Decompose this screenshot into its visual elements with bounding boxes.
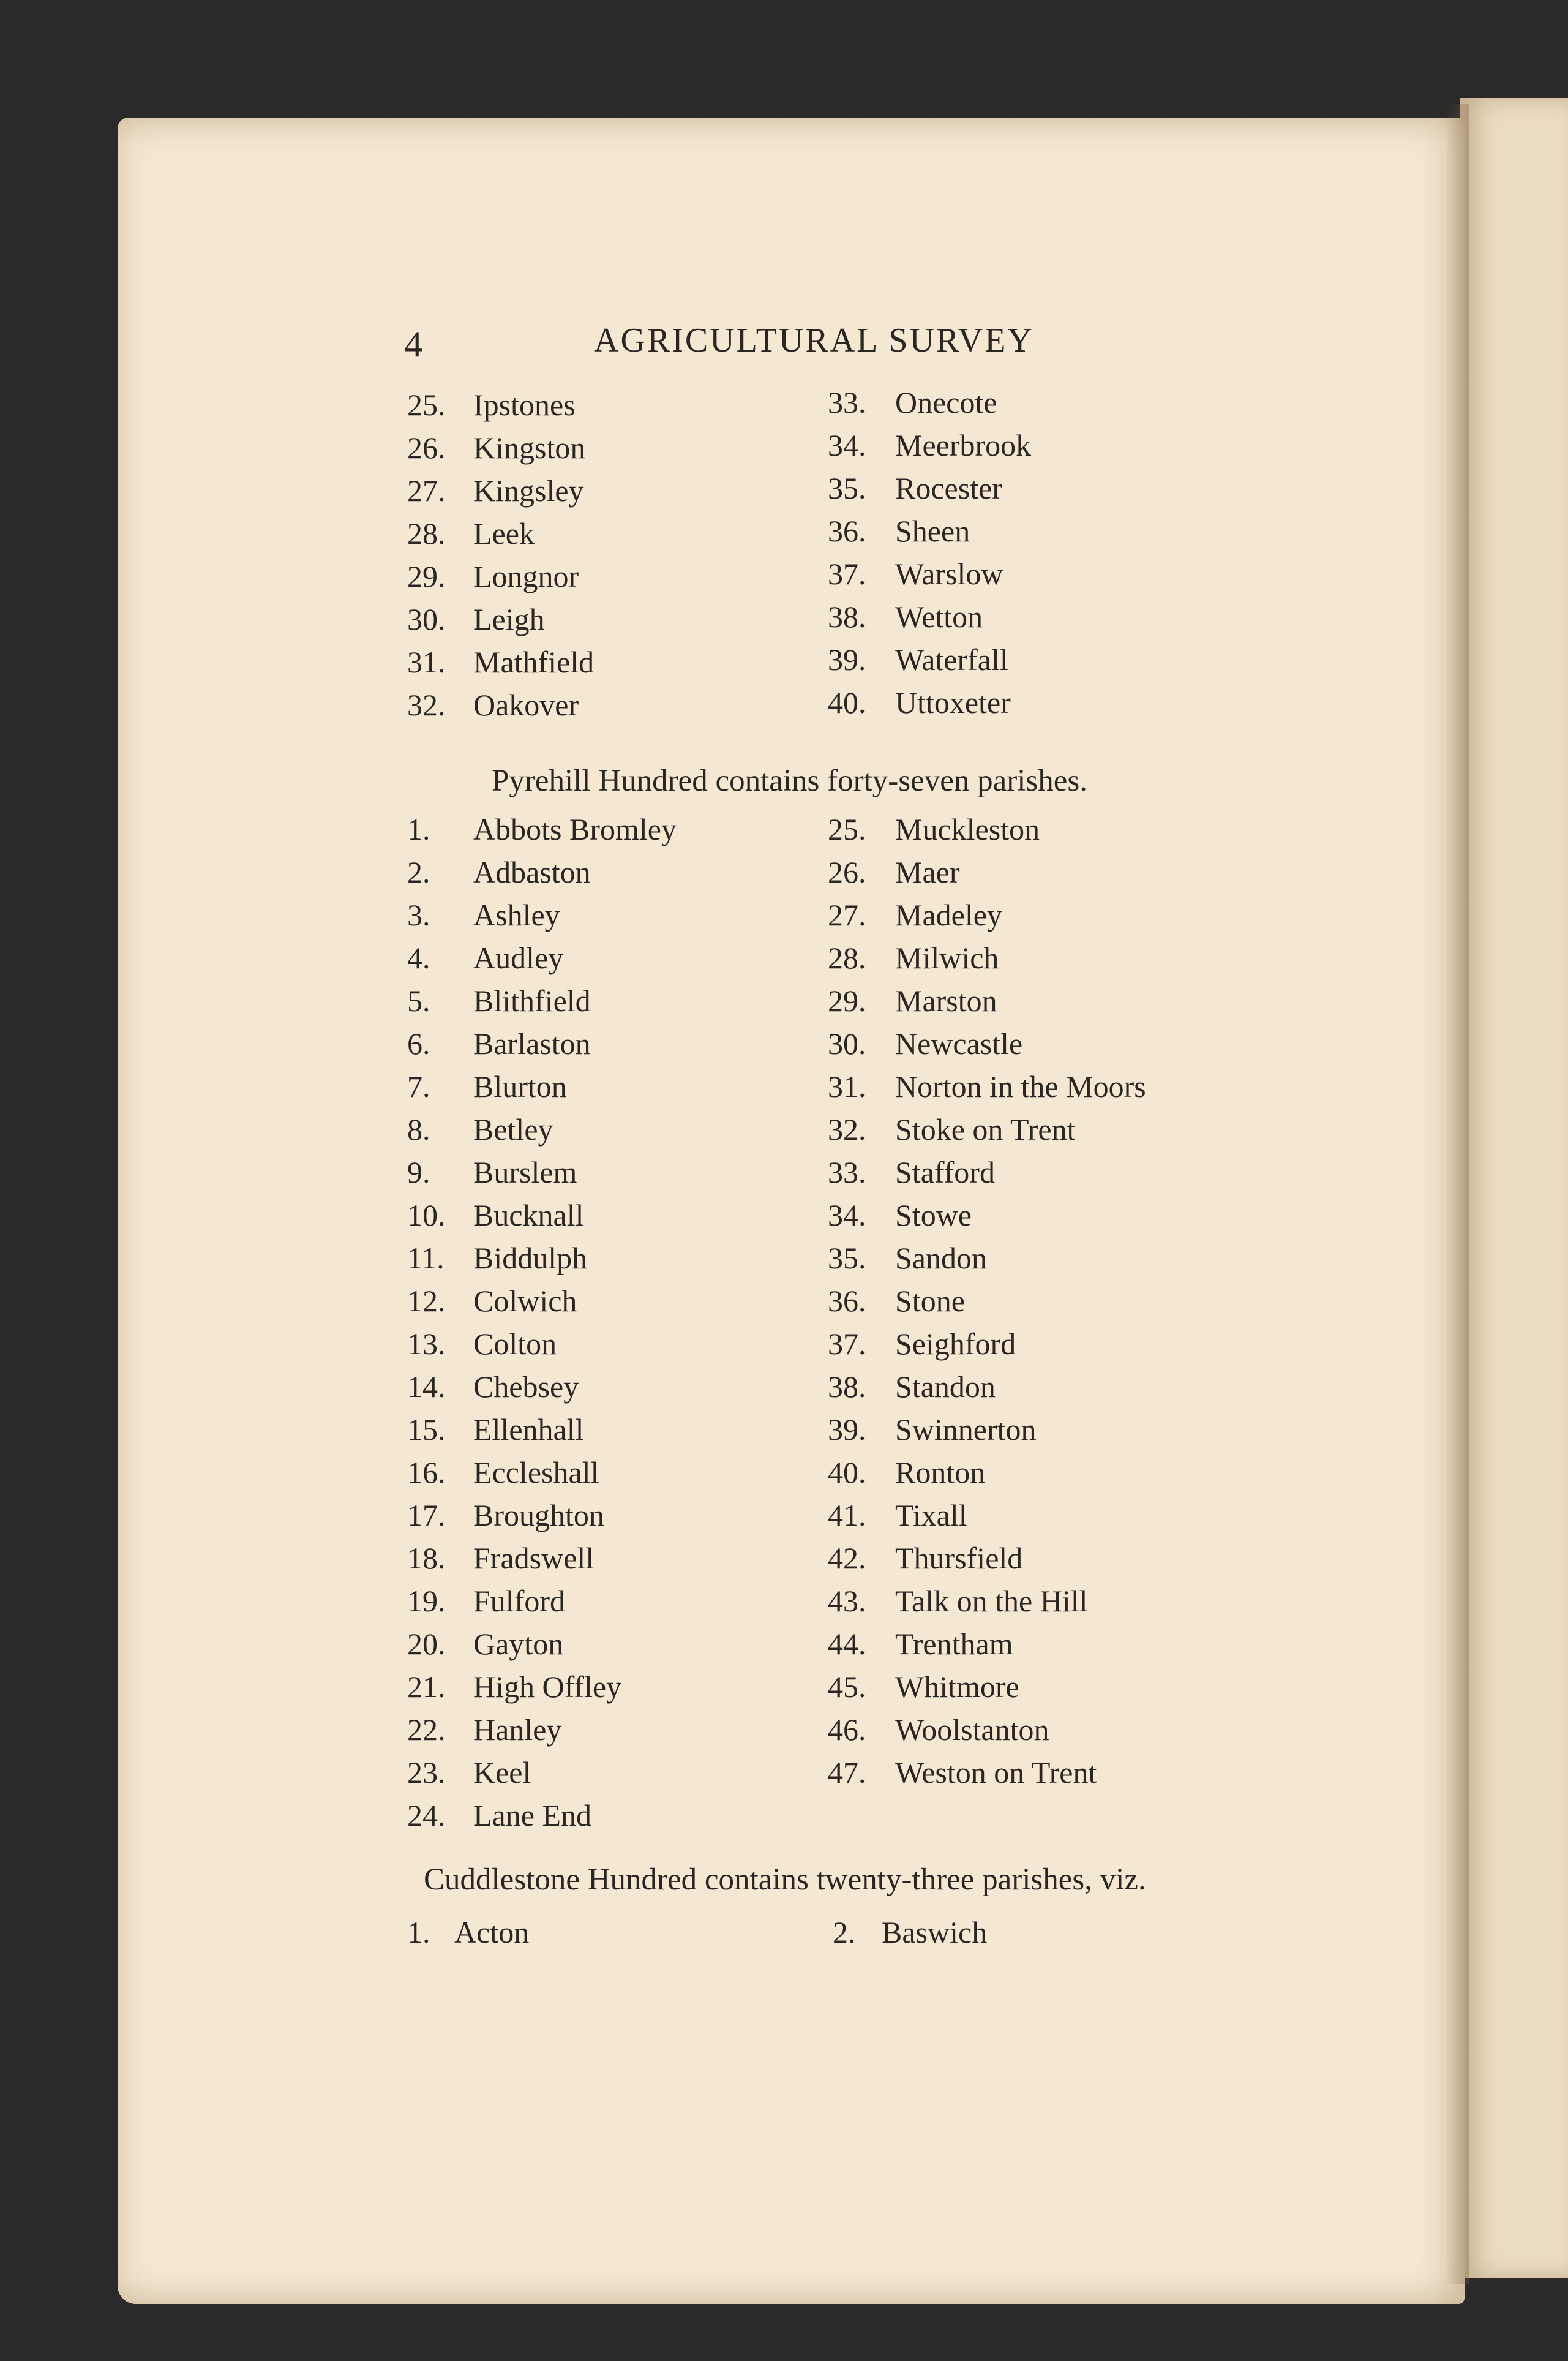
parish-name: Colton (473, 1327, 557, 1361)
parish-number: 1. (407, 812, 430, 846)
parish-name: Swinnerton (895, 1412, 1037, 1447)
parish-number: 34. (828, 1198, 866, 1232)
parish-name: Sandon (895, 1241, 987, 1275)
parish-number: 42. (828, 1541, 866, 1575)
parish-number: 46. (828, 1712, 866, 1747)
parish-number: 37. (828, 557, 866, 591)
parish-number: 39. (828, 1412, 866, 1447)
parish-name: Broughton (473, 1498, 604, 1532)
parish-number: 8. (407, 1112, 430, 1147)
parish-name: Onecote (895, 385, 997, 420)
parish-number: 18. (407, 1541, 446, 1575)
parish-name: Burslem (473, 1155, 577, 1189)
parish-number: 16. (407, 1455, 446, 1489)
parish-number: 19. (407, 1584, 446, 1618)
parish-number: 41. (828, 1498, 866, 1532)
parish-name: Hanley (473, 1712, 562, 1747)
parish-number: 28. (828, 941, 866, 975)
parish-name: Fradswell (473, 1541, 595, 1575)
parish-name: Milwich (895, 941, 999, 975)
parish-number: 26. (828, 855, 866, 889)
book-page (118, 118, 1465, 2304)
parish-number: 7. (407, 1069, 430, 1104)
parish-name: High Offley (473, 1670, 622, 1704)
parish-number: 29. (828, 984, 866, 1018)
parish-number: 27. (407, 473, 446, 508)
parish-name: Wetton (895, 600, 983, 634)
parish-number: 12. (407, 1284, 446, 1318)
parish-number: 5. (407, 984, 430, 1018)
parish-name: Warslow (895, 557, 1003, 591)
parish-number: 28. (407, 516, 446, 551)
parish-name: Barlaston (473, 1026, 591, 1061)
parish-number: 31. (407, 645, 446, 679)
parish-name: Stafford (895, 1155, 995, 1189)
parish-name: Madeley (895, 898, 1002, 932)
parish-number: 1. (407, 1915, 430, 1949)
parish-name: Acton (454, 1915, 530, 1949)
parish-name: Colwich (473, 1284, 577, 1318)
parish-number: 34. (828, 428, 866, 462)
page-gutter-shadow (1445, 104, 1469, 2284)
parish-name: Eccleshall (473, 1455, 599, 1489)
parish-name: Adbaston (473, 855, 591, 889)
parish-number: 22. (407, 1712, 446, 1747)
parish-number: 26. (407, 431, 446, 465)
parish-name: Ipstones (473, 388, 576, 422)
parish-number: 11. (407, 1241, 445, 1275)
parish-name: Stone (895, 1284, 965, 1318)
parish-name: Mathfield (473, 645, 595, 679)
parish-name: Maer (895, 855, 960, 889)
parish-number: 47. (828, 1755, 866, 1790)
parish-name: Woolstanton (895, 1712, 1049, 1747)
parish-name: Ashley (473, 898, 560, 932)
parish-name: Tixall (895, 1498, 967, 1532)
parish-name: Blithfield (473, 984, 591, 1018)
parish-name: Kingston (473, 431, 586, 465)
parish-name: Chebsey (473, 1369, 579, 1404)
parish-name: Seighford (895, 1327, 1016, 1361)
parish-number: 36. (828, 514, 866, 548)
parish-name: Oakover (473, 688, 579, 722)
parish-name: Trentham (895, 1627, 1013, 1661)
parish-name: Thursfield (895, 1541, 1023, 1575)
parish-number: 9. (407, 1155, 430, 1189)
parish-number: 24. (407, 1798, 446, 1832)
parish-name: Stoke on Trent (895, 1112, 1076, 1147)
parish-number: 30. (407, 602, 446, 636)
parish-name: Betley (473, 1112, 553, 1147)
parish-name: Whitmore (895, 1670, 1019, 1704)
parish-name: Uttoxeter (895, 685, 1011, 720)
parish-number: 2. (407, 855, 430, 889)
parish-number: 35. (828, 471, 866, 505)
parish-number: 25. (407, 388, 446, 422)
next-page-edge (1460, 98, 1568, 2278)
parish-number: 32. (407, 688, 446, 722)
parish-name: Waterfall (895, 642, 1008, 677)
parish-name: Ellenhall (473, 1412, 584, 1447)
parish-name: Longnor (473, 559, 579, 593)
parish-name: Ronton (895, 1455, 986, 1489)
parish-number: 33. (828, 385, 866, 420)
parish-number: 29. (407, 559, 446, 593)
parish-number: 4. (407, 941, 430, 975)
pyrehill-heading: Pyrehill Hundred contains forty-seven parishes. (492, 764, 1088, 798)
parish-name: Audley (473, 941, 564, 975)
parish-number: 3. (407, 898, 430, 932)
parish-number: 32. (828, 1112, 866, 1147)
parish-number: 15. (407, 1412, 446, 1447)
parish-number: 25. (828, 812, 866, 846)
parish-number: 13. (407, 1327, 446, 1361)
parish-number: 37. (828, 1327, 866, 1361)
parish-name: Weston on Trent (895, 1755, 1097, 1790)
parish-name: Baswich (882, 1915, 988, 1949)
page-number: 4 (404, 324, 422, 364)
parish-number: 44. (828, 1627, 866, 1661)
parish-name: Biddulph (473, 1241, 588, 1275)
parish-name: Keel (473, 1755, 531, 1790)
parish-name: Rocester (895, 471, 1002, 505)
parish-name: Lane End (473, 1798, 591, 1832)
parish-number: 10. (407, 1198, 446, 1232)
parish-name: Gayton (473, 1627, 564, 1661)
running-title: AGRICULTURAL SURVEY (594, 322, 1034, 360)
parish-number: 40. (828, 1455, 866, 1489)
parish-number: 40. (828, 685, 866, 720)
parish-number: 39. (828, 642, 866, 677)
parish-number: 23. (407, 1755, 446, 1790)
parish-name: Abbots Bromley (473, 812, 677, 846)
parish-name: Leigh (473, 602, 545, 636)
parish-number: 38. (828, 600, 866, 634)
parish-number: 21. (407, 1670, 446, 1704)
parish-number: 38. (828, 1369, 866, 1404)
parish-number: 17. (407, 1498, 446, 1532)
parish-number: 33. (828, 1155, 866, 1189)
parish-number: 35. (828, 1241, 866, 1275)
parish-number: 43. (828, 1584, 866, 1618)
parish-name: Muckleston (895, 812, 1040, 846)
parish-name: Norton in the Moors (895, 1069, 1146, 1104)
parish-name: Kingsley (473, 473, 584, 508)
parish-number: 20. (407, 1627, 446, 1661)
parish-number: 27. (828, 898, 866, 932)
parish-number: 6. (407, 1026, 430, 1061)
parish-name: Fulford (473, 1584, 565, 1618)
parish-number: 2. (833, 1915, 856, 1949)
parish-number: 36. (828, 1284, 866, 1318)
parish-name: Blurton (473, 1069, 567, 1104)
parish-name: Standon (895, 1369, 996, 1404)
parish-name: Stowe (895, 1198, 972, 1232)
parish-name: Talk on the Hill (895, 1584, 1088, 1618)
parish-name: Leek (473, 516, 535, 551)
parish-name: Newcastle (895, 1026, 1023, 1061)
parish-number: 45. (828, 1670, 866, 1704)
parish-name: Marston (895, 984, 997, 1018)
parish-number: 31. (828, 1069, 866, 1104)
parish-name: Meerbrook (895, 428, 1032, 462)
cuddlestone-heading: Cuddlestone Hundred contains twenty-three parishes, viz. (424, 1862, 1146, 1897)
parish-name: Bucknall (473, 1198, 584, 1232)
parish-number: 30. (828, 1026, 866, 1061)
parish-number: 14. (407, 1369, 446, 1404)
parish-name: Sheen (895, 514, 970, 548)
